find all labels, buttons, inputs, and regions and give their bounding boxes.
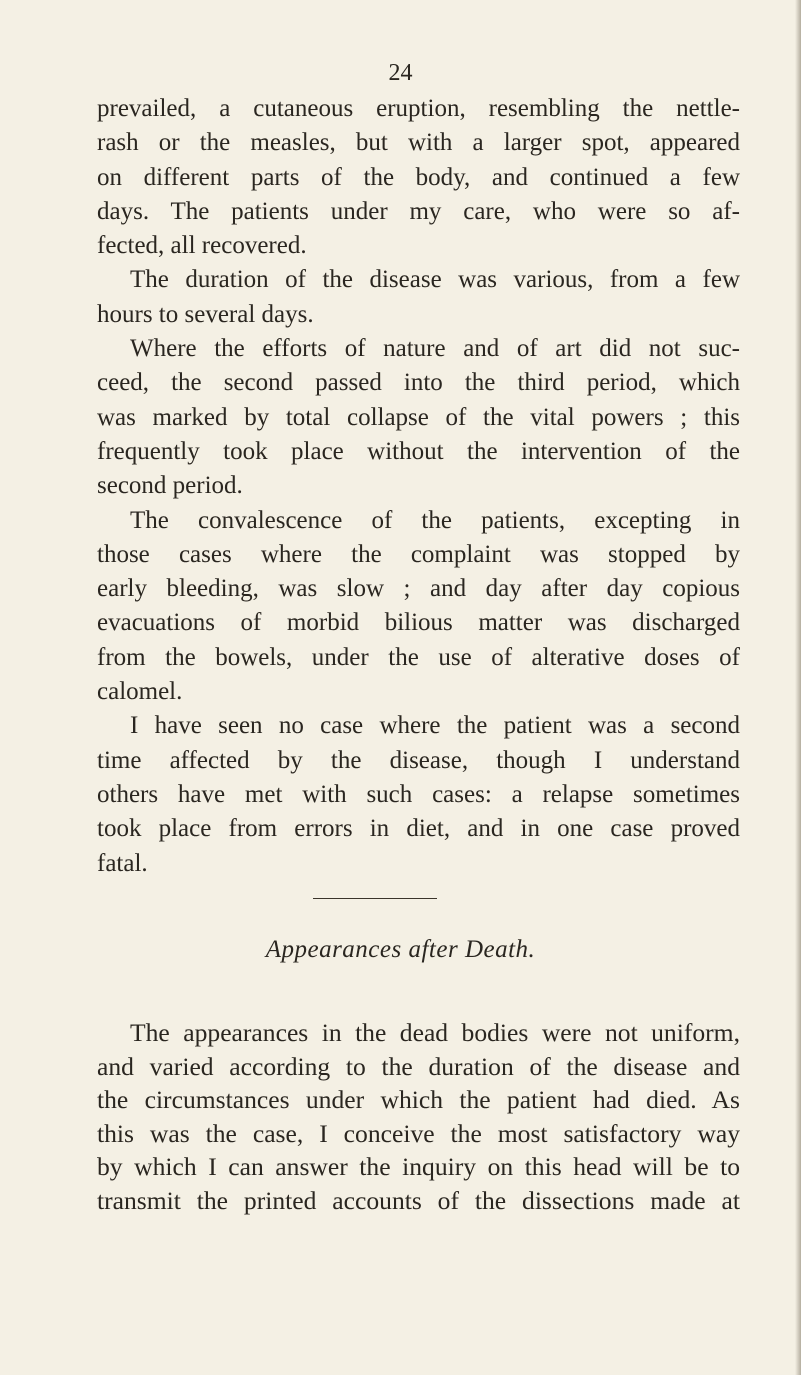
text-line: by which I can answer the inquiry on this head will be to — [97, 1152, 740, 1181]
text-line: Where the efforts of nature and of art did not suc- — [130, 335, 740, 363]
section-divider-rule — [313, 898, 437, 899]
text-line: others have met with such cases: a relapse sometimes — [97, 780, 740, 808]
text-line: The duration of the disease was various, from a few — [130, 266, 740, 294]
text-line: took place from errors in diet, and in one case proved — [97, 815, 740, 843]
text-line: frequently took place without the intervention of the — [97, 437, 740, 465]
text-line: this was the case, I conceive the most satisfactory way — [97, 1118, 740, 1148]
text-line: evacuations of morbid bilious matter was discharged — [97, 609, 740, 637]
text-line: I have seen no case where the patient was a second — [130, 712, 740, 740]
text-line: calomel. — [97, 678, 183, 706]
text-line: ceed, the second passed into the third period, which — [97, 369, 740, 397]
page-edge-shadow — [795, 0, 801, 1375]
text-line: transmit the printed accounts of the dissections made at — [97, 1185, 740, 1215]
text-line: days. The patients under my care, who were so af- — [97, 197, 740, 225]
text-line: fected, all recovered. — [97, 232, 307, 260]
text-line: hours to several days. — [97, 300, 314, 328]
text-line: prevailed, a cutaneous eruption, resembling the nettle- — [97, 95, 740, 122]
body-text-section — [97, 92, 740, 881]
text-line: The convalescence of the patients, excepting in — [130, 506, 740, 534]
text-line: time affected by the disease, though I understand — [97, 746, 740, 774]
body-text-section — [97, 1016, 740, 1217]
text-line: rash or the measles, but with a larger spot, appeared — [97, 129, 740, 157]
text-line: the circumstances under which the patient had died. As — [97, 1085, 740, 1114]
text-line: The appearances in the dead bodies were not uniform, — [130, 1018, 740, 1047]
text-line: fatal. — [97, 849, 148, 877]
text-line: early bleeding, was slow ; and day after day copious — [97, 575, 740, 603]
section-heading: Appearances after Death. — [265, 936, 536, 963]
page-number: 24 — [388, 60, 413, 86]
text-line: on different parts of the body, and continued a few — [97, 163, 740, 191]
text-line: second period. — [97, 472, 243, 500]
text-line: from the bowels, under the use of alterative doses of — [97, 643, 740, 671]
text-line: and varied according to the duration of the disease and — [97, 1051, 740, 1081]
text-line: was marked by total collapse of the vital powers ; this — [97, 403, 740, 431]
text-line: those cases where the complaint was stopped by — [97, 540, 740, 568]
